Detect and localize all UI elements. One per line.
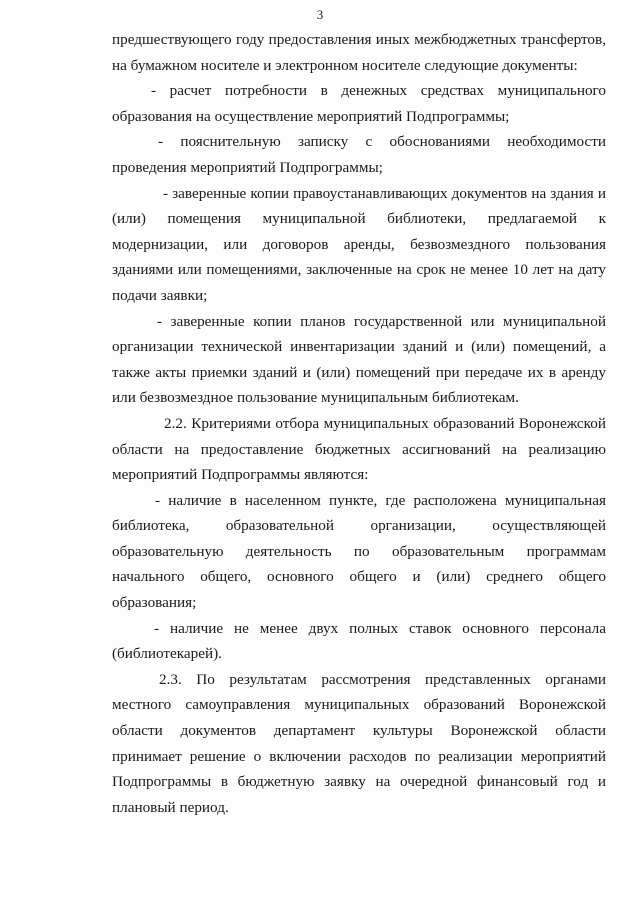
paragraph-list-item-inventory-plans: - заверенные копии планов государственной или муниципальной организации технической инвентаризации зданий и (или) помещений, а также акты приемки зданий и (или) помещений при передаче их в аренду или безвозмездное пользование муниципальным библиотекам. [112,312,606,407]
paragraph-list-item-explanatory-note: - пояснительную записку с обоснованиями необходимости проведения мероприятий Подпрограммы; [112,133,606,176]
paragraph-section-2-3: 2.3. По результатам рассмотрения представленных органами местного самоуправления муниципальных образований Воронежской области документов департамент культуры Воронежской области принимает решение о включении расходов по реализации мероприятий Подпрограммы в бюджетную заявку на очередной финансовый год и плановый период. [112,670,606,816]
page-number: 3 [316,7,324,22]
document-body [112,27,606,820]
paragraph-list-item-needs-calculation: - расчет потребности в денежных средствах муниципального образования на осуществление мероприятий Подпрограммы; [112,82,606,125]
paragraph-intro: предшествующего году предоставления иных межбюджетных трансфертов, на бумажном носителе и электронном носителе следующие документы: [112,31,606,74]
paragraph-list-item-title-documents: - заверенные копии правоустанавливающих документов на здания и (или) помещения муниципальной библиотеки, предлагаемой к модернизации, или договоров аренды, безвозмездного пользования зданиями или помещениями, заключенные на срок не менее 10 лет на дату подачи заявки; [112,184,606,304]
paragraph-criterion-staff: - наличие не менее двух полных ставок основного персонала (библиотекарей). [112,619,606,663]
paragraph-section-2-2: 2.2. Критериями отбора муниципальных образований Воронежской области на предоставление бюджетных ассигнований на реализацию мероприятий Подпрограммы являются: [112,414,606,484]
paragraph-criterion-educational-organization: - наличие в населенном пункте, где расположена муниципальная библиотека, образовательной организации, осуществляющей образовательную деятельность по образовательным программам начального общего, основного общего и (или) среднего общего образования; [112,491,606,612]
